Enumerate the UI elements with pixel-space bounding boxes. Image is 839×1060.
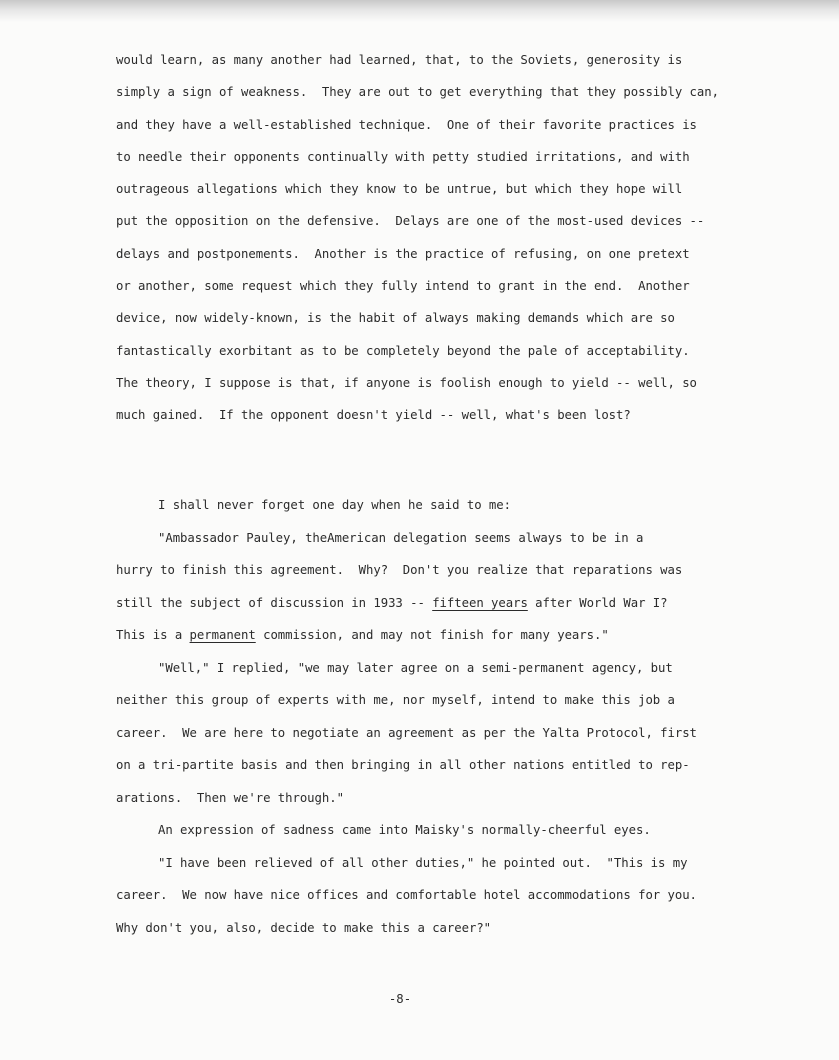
maisky-final-line: Why don't you, also, decide to make this a career?" <box>116 920 492 935</box>
text-line: would learn, as many another had learned, that, to the Soviets, generosity is <box>116 53 683 67</box>
maisky-final-line: "I have been relieved of all other duties," he pointed out. "This is my <box>158 855 688 870</box>
pauley-reply-line: arations. Then we're through." <box>116 790 344 805</box>
text-span: still the subject of discussion in 1933 -- <box>116 595 433 610</box>
text-line: outrageous allegations which they know to be untrue, but which they hope will <box>116 182 683 197</box>
narration-line: An expression of sadness came into Maisky's normally-cheerful eyes. <box>158 823 651 837</box>
text-line: much gained. If the opponent doesn't yield -- well, what's been lost? <box>116 408 631 423</box>
text-line: delays and postponements. Another is the practice of refusing, on one pretext <box>116 246 690 261</box>
underlined-permanent: permanent <box>189 628 256 642</box>
maisky-quote-line: hurry to finish this agreement. Why? Don't you realize that reparations was <box>116 563 683 577</box>
underlined-fifteen-years: fifteen years <box>432 595 528 610</box>
pauley-reply-line: "Well," I replied, "we may later agree on a semi-permanent agency, but <box>158 660 673 675</box>
text-span: after World War I? <box>527 595 668 610</box>
text-line: The theory, I suppose is that, if anyone is foolish enough to yield -- well, so <box>116 375 697 390</box>
text-line: put the opposition on the defensive. Delays are one of the most-used devices -- <box>116 214 705 229</box>
page-number: -8- <box>388 992 412 1006</box>
pauley-reply-line: career. We are here to negotiate an agreement as per the Yalta Protocol, first <box>116 725 697 740</box>
maisky-quote-line <box>116 594 756 627</box>
text-span: commission, and may not finish for many years." <box>255 628 609 642</box>
scan-edge-shadow <box>0 0 839 22</box>
paragraph-soviet-tactics <box>116 51 756 439</box>
maisky-quote-line: "Ambassador Pauley, theAmerican delegation seems always to be in a <box>158 530 644 545</box>
text-line: or another, some request which they fully intend to grant in the end. Another <box>116 279 690 294</box>
text-line: to needle their opponents continually with petty studied irritations, and with <box>116 149 690 164</box>
pauley-reply-line: on a tri-partite basis and then bringing in all other nations entitled to rep- <box>116 758 690 772</box>
maisky-conversation <box>116 496 756 951</box>
text-line: and they have a well-established technique. One of their favorite practices is <box>116 117 697 132</box>
maisky-quote-line <box>116 626 756 659</box>
pauley-reply-line: neither this group of experts with me, nor myself, intend to make this job a <box>116 693 675 707</box>
text-line: device, now widely-known, is the habit of always making demands which are so <box>116 311 675 326</box>
maisky-final-line: career. We now have nice offices and comfortable hotel accommodations for you. <box>116 888 697 902</box>
text-line: simply a sign of weakness. They are out to get everything that they possibly can, <box>116 85 719 100</box>
text-line: fantastically exorbitant as to be completely beyond the pale of acceptability. <box>116 343 690 358</box>
paragraph-intro-line: I shall never forget one day when he said to me: <box>158 498 511 512</box>
text-span: This is a <box>116 628 190 642</box>
